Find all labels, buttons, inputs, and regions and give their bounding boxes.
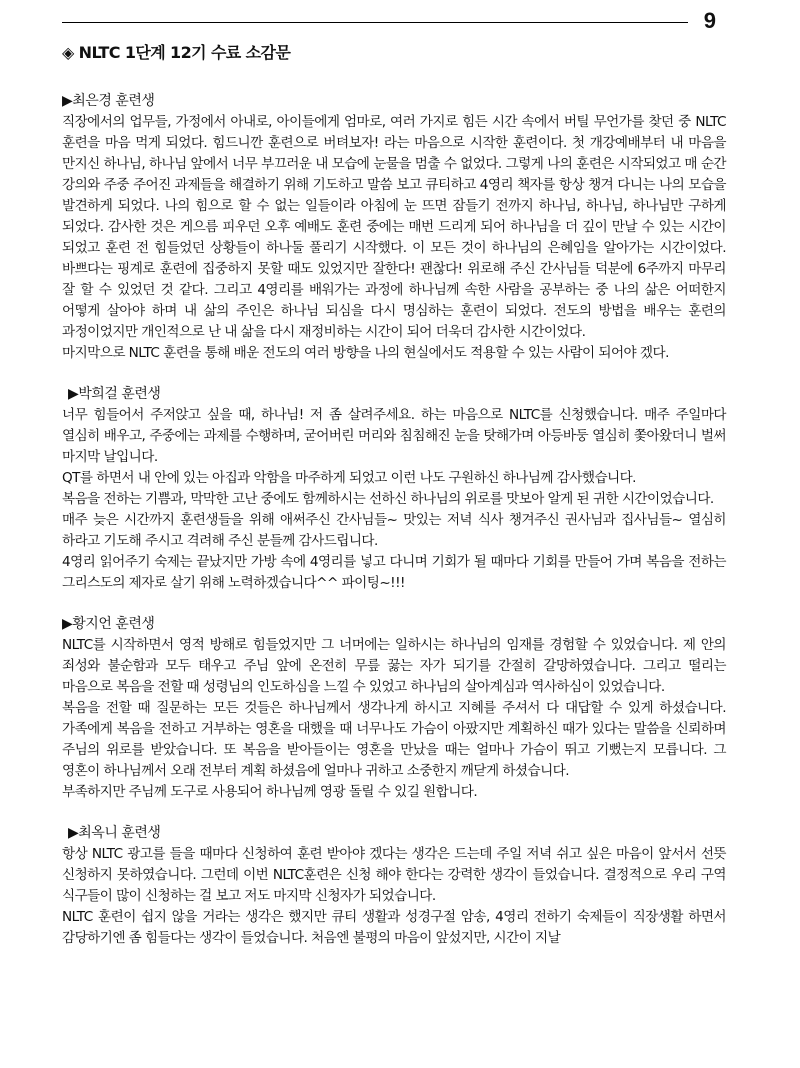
section-heading: ▶최옥니 훈련생: [68, 825, 161, 841]
page-number: 9: [703, 8, 716, 33]
paragraph: 부족하지만 주님께 도구로 사용되어 하나님께 영광 돌릴 수 있길 원합니다.: [62, 784, 478, 800]
paragraph: 4영리 읽어주기 숙제는 끝났지만 가방 속에 4영리를 넣고 다니며 기회가 될 때마다 기회를 만들어 가며 복음을 전하는 그리스도의 제자로 살기 위해 노력하겠습니다^^ 파이팅~!!!: [62, 554, 726, 591]
paragraph: QT를 하면서 내 안에 있는 아집과 악함을 마주하게 되었고 이런 나도 구원하신 하나님께 감사했습니다.: [62, 470, 636, 486]
paragraph: 복음을 전하는 기쁨과, 막막한 고난 중에도 함께하시는 선하신 하나님의 위로를 맛보아 알게 된 귀한 시간이었습니다.: [62, 491, 714, 507]
paragraph: 항상 NLTC 광고를 들을 때마다 신청하여 훈련 받아야 겠다는 생각은 드는데 주일 저녁 쉬고 싶은 마음이 앞서서 선뜻 신청하지 못하였습니다. 그런데 이번 NLTC훈련은 신청 해야 한다는 강력한 생각이 들었습니다. 결정적으로 우리 구역 식구들이 많이 신청하는 걸 보고 저도 마지막 신청자가 되었습니다.: [62, 846, 726, 904]
paragraph: 마지막으로 NLTC 훈련을 통해 배운 전도의 여러 방향을 나의 현실에서도 적용할 수 있는 사람이 되어야 겠다.: [62, 345, 669, 361]
document-body: [62, 36, 726, 969]
paragraph: 너무 힘들어서 주저앉고 싶을 때, 하나님! 저 좀 살려주세요. 하는 마음으로 NLTC를 신청했습니다. 매주 주일마다 열심히 배우고, 주중에는 과제를 수행하며, 굳어버린 머리와 침침해진 눈을 탓해가며 아등바둥 열심히 쫓아왔더니 벌써 마지막 날입니다.: [62, 407, 726, 465]
section-heading: ▶박희걸 훈련생: [68, 386, 161, 402]
paragraph: NLTC를 시작하면서 영적 방해로 힘들었지만 그 너머에는 일하시는 하나님의 임재를 경험할 수 있었습니다. 제 안의 죄성와 불순함과 모두 태우고 주님 앞에 온전히 무릎 꿇는 자가 되기를 간절히 갈망하였습니다. 그리고 떨리는 마음으로 복음을 전할 때 성령님의 인도하심을 느낄 수 있었고 하나님의 살아계심과 역사하심이 있었습니다.: [62, 637, 726, 695]
testimony-section-4: [62, 823, 726, 949]
testimony-section-3: [62, 614, 726, 803]
section-heading: ▶최은경 훈련생: [62, 93, 155, 109]
testimony-section-1: [62, 91, 726, 364]
paragraph: 매주 늦은 시간까지 훈련생들을 위해 애써주신 간사님들~ 맛있는 저녁 식사 챙겨주신 권사님과 집사님들~ 열심히 하라고 기도해 주시고 격려해 주신 분들께 감사드립니다.: [62, 512, 726, 549]
paragraph: NLTC 훈련이 쉽지 않을 거라는 생각은 했지만 큐티 생활과 성경구절 암송, 4영리 전하기 숙제들이 직장생활 하면서 감당하기엔 좀 힘들다는 생각이 들었습니다. 처음엔 불평의 마음이 앞섰지만, 시간이 지날: [62, 909, 726, 946]
header-rule: [62, 22, 688, 23]
document-title: ◈ NLTC 1단계 12기 수료 소감문: [62, 43, 291, 62]
paragraph: 직장에서의 업무들, 가정에서 아내로, 아이들에게 엄마로, 여러 가지로 힘든 시간 속에서 버틸 무언가를 찾던 중 NLTC 훈련을 마음 먹게 되었다. 힘드니깐 훈련으로 버텨보자! 라는 마음으로 시작한 훈련이다. 첫 개강예배부터 내 마음을 만지신 하나님, 하나님 앞에서 너무 부끄러운 내 모습에 눈물을 멈출 수 없었다. 그렇게 나의 훈련은 시작되었고 매 순간 강의와 주중 주어진 과제들을 해결하기 위해 기도하고 말씀 보고 큐티하고 4영리 책자를 항상 챙겨 다니는 나의 모습을 발견하게 되었다. 나의 힘으로 할 수 없는 일들이라 아침에 눈 뜨면 잠들기 전까지 하나님, 하나님, 하나님만 구하게 되었다. 감사한 것은 게으름 피우던 오후 예배도 훈련 중에는 매번 드리게 되어 하나님을 더 깊이 만날 수 있는 시간이 되었고 훈련 전 힘들었던 상황들이 하나둘 풀리기 시작했다. 이 모든 것이 하나님의 은혜임을 알아가는 시간이었다. 바쁘다는 핑계로 훈련에 집중하지 못할 때도 있었지만 잘한다! 괜찮다! 위로해 주신 간사님들 덕분에 6주까지 마무리 잘 할 수 있었던 것 같다. 그리고 4영리를 배워가는 과정에 하나님께 속한 사람을 공부하는 중 나의 삶은 어떠한지 어떻게 살아야 하며 내 삶의 주인은 하나님 되심을 다시 명심하는 훈련이 되었다. 전도의 방법을 배우는 훈련의 과정이었지만 개인적으로 난 내 삶을 다시 재정비하는 시간이 되어 더욱더 감사한 시간이었다.: [62, 114, 726, 340]
paragraph: 복음을 전할 때 질문하는 모든 것들은 하나님께서 생각나게 하시고 지혜를 주셔서 다 대답할 수 있게 하셨습니다. 가족에게 복음을 전하고 거부하는 영혼을 대했을 때 너무나도 가슴이 아팠지만 계획하신 때가 있다는 말씀을 신뢰하며 주님의 위로를 받았습니다. 또 복음을 받아들이는 영혼을 만났을 때는 얼마나 가슴이 뛰고 기뻤는지 모릅니다. 그 영혼이 하나님께서 오래 전부터 계획 하셨음에 얼마나 귀하고 소중한지 깨닫게 하셨습니다.: [62, 700, 726, 779]
testimony-section-2: [62, 384, 726, 594]
section-heading: ▶황지언 훈련생: [62, 616, 155, 632]
